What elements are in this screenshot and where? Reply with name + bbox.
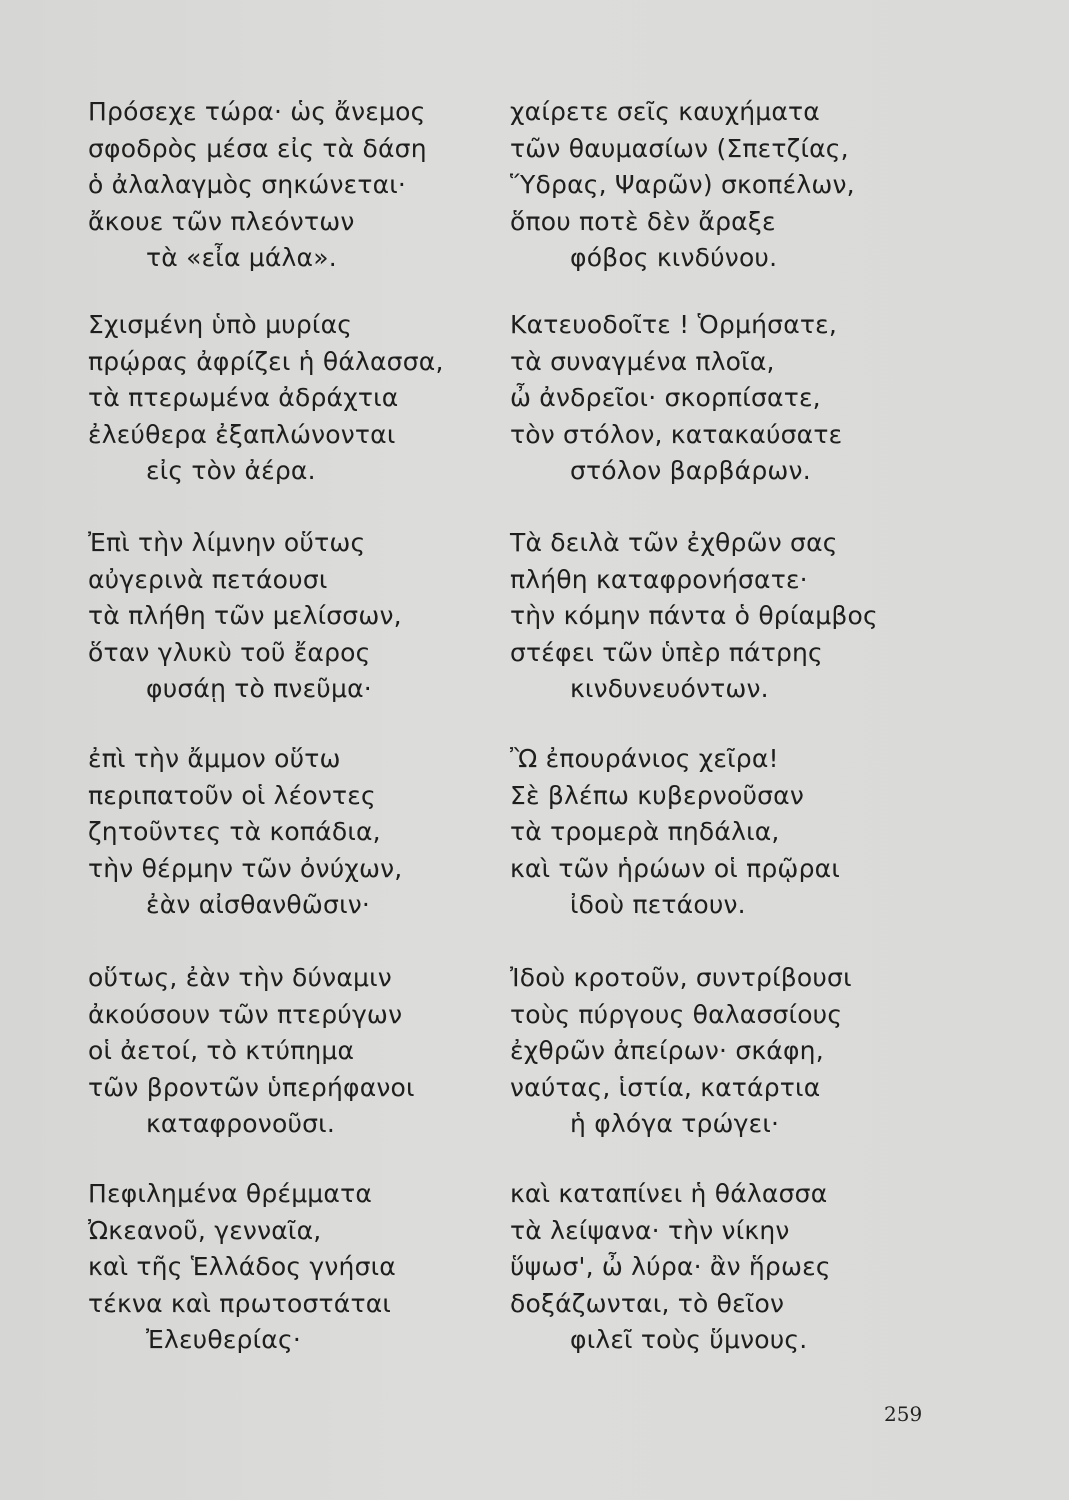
left-stanza <box>88 1176 396 1359</box>
verse-line: ὦ ἀνδρεῖοι· σκορπίσατε, <box>510 383 821 412</box>
verse-line: τὰ τρομερὰ πηδάλια, <box>510 817 780 846</box>
verse-line: ζητοῦντες τὰ κοπάδια, <box>88 817 381 846</box>
verse-line: κινδυνευόντων. <box>570 674 769 703</box>
verse-line: ἐλεύθερα ἐξαπλώνονται <box>88 419 396 449</box>
verse-line: καταφρονοῦσι. <box>146 1109 335 1138</box>
right-stanza <box>510 960 852 1143</box>
verse-line: τὰ πλήθη τῶν μελίσσων, <box>88 601 402 630</box>
right-stanza <box>510 525 878 708</box>
verse-line: ἐχθρῶν ἀπείρων· σκάφη, <box>510 1036 824 1065</box>
left-stanza <box>88 94 427 277</box>
verse-line: ἰδοὺ πετάουν. <box>570 890 746 919</box>
verse-line: πρῴρας ἀφρίζει ἡ θάλασσα, <box>88 346 444 376</box>
left-stanza <box>88 741 402 924</box>
verse-line: Ἐπὶ τὴν λίμνην οὕτως <box>88 528 366 557</box>
verse-line: φόβος κινδύνου. <box>570 243 778 272</box>
verse-line: Πεφιλημένα θρέμματα <box>88 1179 373 1208</box>
verse-line: σφοδρὸς μέσα εἰς τὰ δάση <box>88 133 427 163</box>
right-stanza <box>510 307 842 490</box>
verse-line: τὰ πτερωμένα ἀδράχτια <box>88 383 399 412</box>
verse-line: ναύτας, ἱστία, κατάρτια <box>510 1072 821 1102</box>
left-stanza <box>88 307 444 490</box>
verse-line: ὁ ἀλαλαγμὸς σηκώνεται· <box>88 170 407 199</box>
verse-line: οὕτως, ἐὰν τὴν δύναμιν <box>88 963 392 992</box>
verse-line: οἱ ἀετοί, τὸ κτύπημα <box>88 1036 355 1065</box>
verse-line: εἰς τὸν ἀέρα. <box>146 456 316 485</box>
verse-line: τὰ «εἶα μάλα». <box>146 243 337 272</box>
verse-line: Ἰδοὺ κροτοῦν, συντρίβουσι <box>510 963 852 992</box>
page-number: 259 <box>884 1402 923 1426</box>
left-stanza <box>88 960 415 1143</box>
verse-line: Ἐλευθερίας· <box>146 1325 301 1354</box>
verse-line: στόλον βαρβάρων. <box>570 456 811 485</box>
verse-line: Κατευοδοῖτε ! Ὁρμήσατε, <box>510 310 837 339</box>
right-stanza <box>510 741 840 924</box>
verse-line: ὅπου ποτὲ δὲν ἄραξε <box>510 206 776 236</box>
verse-line: Ὕδρας, Ψαρῶν) σκοπέλων, <box>510 170 855 199</box>
verse-line: στέφει τῶν ὑπὲρ πάτρης <box>510 637 823 667</box>
verse-line: καὶ τῆς Ἑλλάδος γνήσια <box>88 1252 396 1281</box>
verse-line: ὕψωσ', ὦ λύρα· ἂν ἥρωες <box>510 1252 831 1281</box>
right-stanza <box>510 1176 831 1359</box>
verse-line: καὶ καταπίνει ἡ θάλασσα <box>510 1179 828 1208</box>
verse-line: τῶν βροντῶν ὑπερήφανοι <box>88 1072 415 1102</box>
verse-line: πλήθη καταφρονήσατε· <box>510 564 808 594</box>
verse-line: Ὠκεανοῦ, γενναῖα, <box>88 1215 322 1245</box>
verse-line: Σὲ βλέπω κυβερνοῦσαν <box>510 780 805 810</box>
verse-line: τοὺς πύργους θαλασσίους <box>510 999 843 1029</box>
left-stanza <box>88 525 402 708</box>
verse-line: τῶν θαυμασίων (Σπετζίας, <box>510 133 849 163</box>
verse-line: τὴν θέρμην τῶν ὀνύχων, <box>88 853 403 883</box>
verse-line: περιπατοῦν οἱ λέοντες <box>88 780 376 810</box>
verse-line: τὰ συναγμένα πλοῖα, <box>510 346 775 376</box>
right-stanza <box>510 94 855 277</box>
verse-line: φιλεῖ τοὺς ὕμνους. <box>570 1325 808 1354</box>
verse-line: ἄκουε τῶν πλεόντων <box>88 206 355 236</box>
verse-line: ἐπὶ τὴν ἄμμον οὕτω <box>88 744 341 773</box>
verse-line: ὅταν γλυκὺ τοῦ ἔαρος <box>88 637 371 667</box>
verse-line: καὶ τῶν ἡρώων οἱ πρῷραι <box>510 853 840 883</box>
verse-line: Σχισμένη ὑπὸ μυρίας <box>88 310 353 339</box>
verse-line: Πρόσεχε τώρα· ὡς ἄνεμος <box>88 97 426 126</box>
verse-line: ἐὰν αἰσθανθῶσιν· <box>146 890 371 919</box>
verse-line: ἀκούσουν τῶν πτερύγων <box>88 999 403 1029</box>
verse-line: δοξάζωνται, τὸ θεῖον <box>510 1288 785 1318</box>
verse-line: τὸν στόλον, κατακαύσατε <box>510 419 843 449</box>
verse-line: φυσάῃ τὸ πνεῦμα· <box>146 674 372 703</box>
verse-line: χαίρετε σεῖς καυχήματα <box>510 97 820 126</box>
verse-line: Τὰ δειλὰ τῶν ἐχθρῶν σας <box>510 528 838 557</box>
verse-line: τέκνα καὶ πρωτοστάται <box>88 1288 392 1318</box>
verse-line: Ὢ ἐπουράνιος χεῖρα! <box>510 744 779 773</box>
verse-line: τὴν κόμην πάντα ὁ θρίαμβος <box>510 601 878 630</box>
verse-line: τὰ λείψανα· τὴν νίκην <box>510 1215 790 1245</box>
verse-line: αὐγερινὰ πετάουσι <box>88 564 328 594</box>
verse-line: ἡ φλόγα τρώγει· <box>570 1109 780 1138</box>
